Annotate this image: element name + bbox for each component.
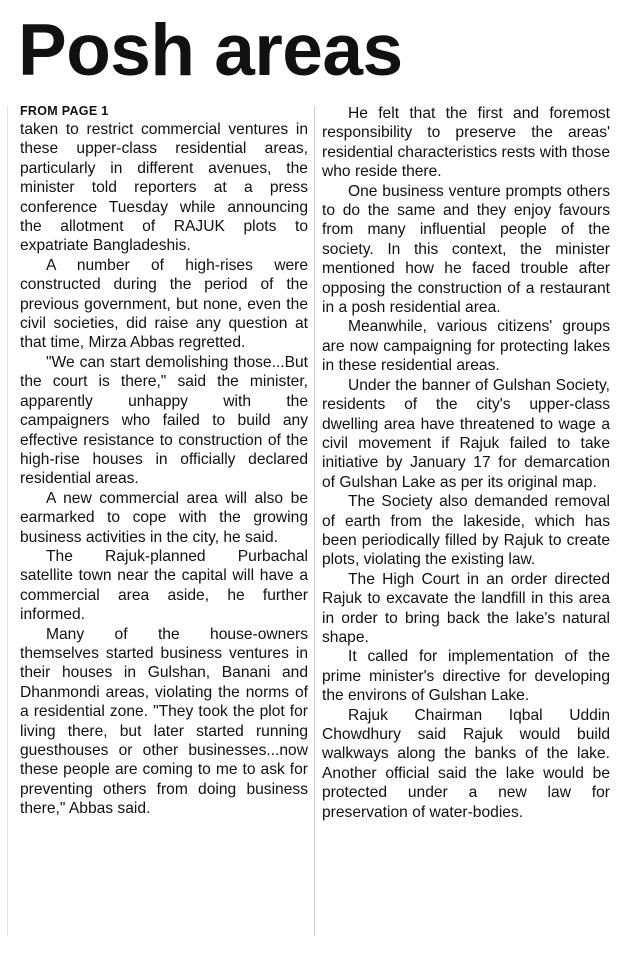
paragraph: It called for implementation of the prime minister's directive for developing the environs of Gulshan Lake. [322, 648, 610, 705]
paragraph: A new commercial area will also be earmarked to cope with the growing business activities in the city, he said. [20, 489, 308, 546]
article-column-left [20, 104, 308, 819]
paragraph: One business venture prompts others to do the same and they enjoy favours from many influential people of the society. In this context, the minister mentioned how he faced trouble after opposing the construction of a restaurant in a posh residential area. [322, 182, 610, 317]
paragraph: "We can start demolishing those...But the court is there," said the minister, apparently unhappy with the campaigners who failed to build any effective resistance to construction of the high-rise houses in officially declared residential areas. [20, 353, 308, 488]
paragraph: The High Court in an order directed Rajuk to excavate the landfill in this area in order to bring back the lake's natural shape. [322, 570, 610, 646]
column-divider [314, 106, 315, 936]
headline: Posh areas [18, 10, 403, 91]
dateline: FROM PAGE 1 [20, 104, 109, 118]
paragraph: The Rajuk-planned Purbachal satellite town near the capital will have a commercial area aside, he further informed. [20, 547, 308, 624]
article-column-right [322, 104, 610, 822]
page-edge-rule [7, 106, 8, 936]
paragraph: Many of the house-owners themselves started business ventures in their houses in Gulshan, Banani and Dhanmondi areas, violating the norms of a residential zone. "They took the plot for living there, but later started running guesthouses or other businesses...now these people are coming to me to ask for preventing others from doing business there," Abbas said. [20, 625, 308, 818]
paragraph: Rajuk Chairman Iqbal Uddin Chowdhury said Rajuk would build walkways along the banks of the lake. Another official said the lake would be protected under a new law for preservation of water-bodies. [322, 706, 610, 821]
paragraph: The Society also demanded removal of earth from the lakeside, which has been periodically filled by Rajuk to create plots, violating the existing law. [322, 493, 610, 569]
paragraph: He felt that the first and foremost responsibility to preserve the areas' residential characteristics rests with those who reside there. [322, 105, 610, 181]
paragraph: A number of high-rises were constructed during the period of the previous government, but none, even the civil societies, did raise any question at that time, Mirza Abbas regretted. [20, 256, 308, 352]
paragraph: Under the banner of Gulshan Society, residents of the city's upper-class dwelling area have threatened to wage a civil movement if Rajuk failed to take initiative by January 17 for demarcation of Gulshan Lake as per its original map. [322, 376, 610, 491]
paragraph: Meanwhile, various citizens' groups are now campaigning for protecting lakes in these residential areas. [322, 318, 610, 375]
paragraph: taken to restrict commercial ventures in these upper-class residential areas, particularly in different avenues, the minister told reporters at a press conference Tuesday while announcing the allotment of RAJUK plots to expatriate Bangladeshis. [20, 121, 308, 255]
